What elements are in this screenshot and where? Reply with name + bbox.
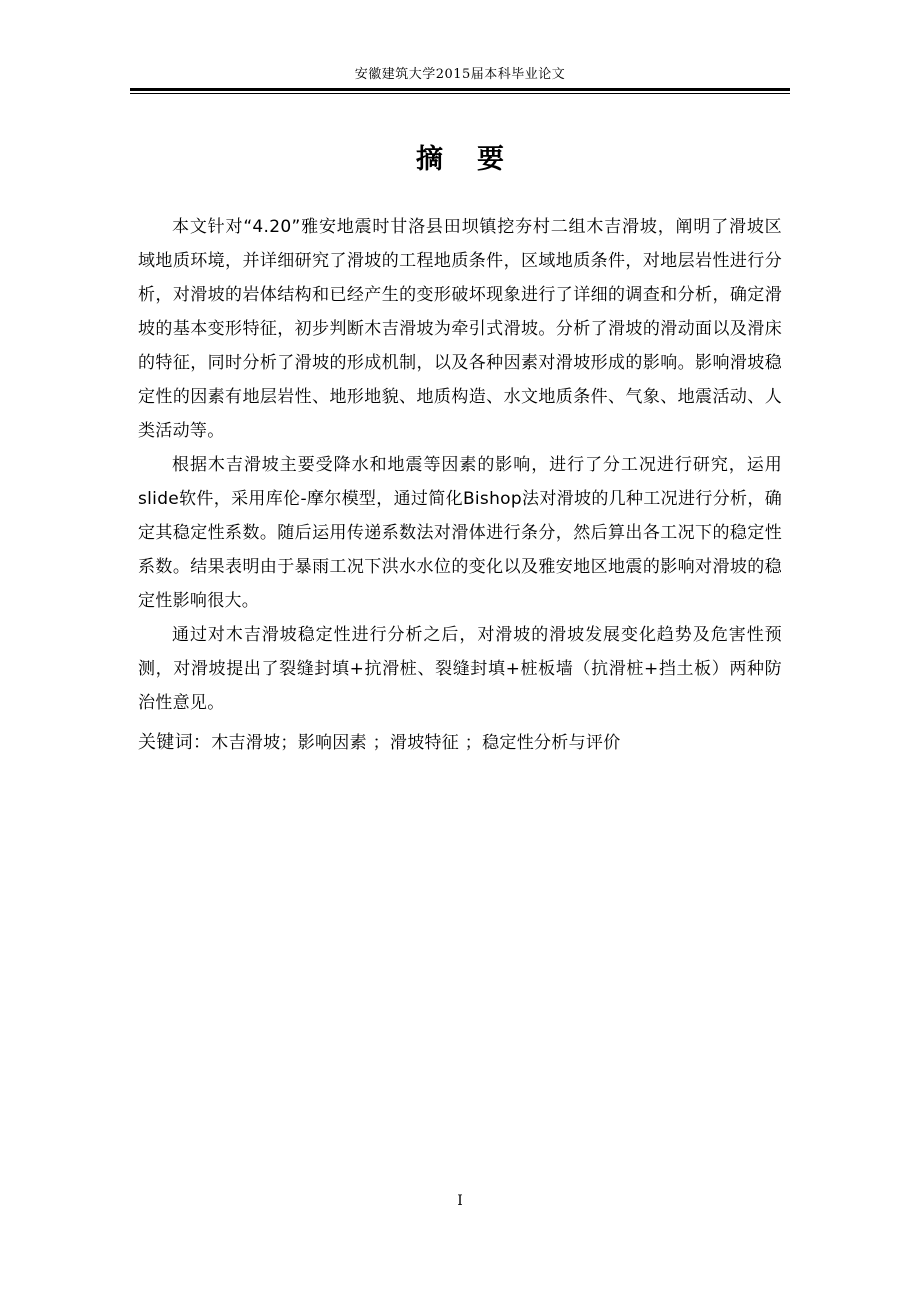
keywords-label: 关键词： <box>138 732 212 753</box>
page-number: I <box>457 1193 463 1209</box>
abstract-paragraph-2: 根据木吉滑坡主要受降水和地震等因素的影响，进行了分工况进行研究，运用slide软件，采用库伦-摩尔模型，通过简化Bishop法对滑坡的几种工况进行分析，确定其稳定性系数。随后运用传递系数法对滑体进行条分，然后算出各工况下的稳定性系数。结果表明由于暴雨工况下洪水水位的变化以及雅安地区地震的影响对滑坡的稳定性影响很大。 <box>138 455 782 611</box>
running-header: 安徽建筑大学2015届本科毕业论文 <box>354 67 566 82</box>
abstract-body <box>138 210 782 760</box>
abstract-paragraph-3: 通过对木吉滑坡稳定性进行分析之后，对滑坡的滑坡发展变化趋势及危害性预测，对滑坡提出了裂缝封填+抗滑桩、裂缝封填+桩板墙（抗滑桩+挡土板）两种防治性意见。 <box>138 625 782 713</box>
abstract-title: 摘要 <box>416 144 538 175</box>
abstract-paragraph-1: 本文针对“4.20”雅安地震时甘洛县田坝镇挖夯村二组木吉滑坡，阐明了滑坡区域地质环境，并详细研究了滑坡的工程地质条件，区域地质条件，对地层岩性进行分析，对滑坡的岩体结构和已经产生的变形破坏现象进行了详细的调查和分析，确定滑坡的基本变形特征，初步判断木吉滑坡为牵引式滑坡。分析了滑坡的滑动面以及滑床的特征，同时分析了滑坡的形成机制，以及各种因素对滑坡形成的影响。影响滑坡稳定性的因素有地层岩性、地形地貌、地质构造、水文地质条件、气象、地震活动、人类活动等。 <box>138 217 782 441</box>
header-rule-thick <box>130 88 790 91</box>
keywords-line <box>138 726 782 760</box>
header-rule-thin <box>130 93 790 94</box>
keywords-text: 木吉滑坡；影响因素 ；滑坡特征 ；稳定性分析与评价 <box>211 733 621 753</box>
